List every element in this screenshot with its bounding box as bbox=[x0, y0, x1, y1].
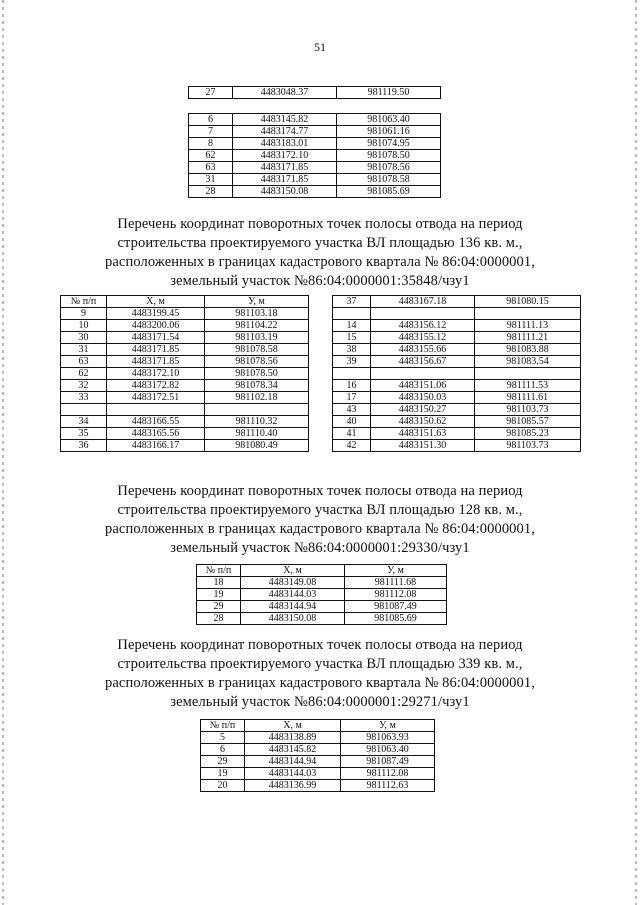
y-coordinate-cell: 981078.58 bbox=[337, 174, 441, 186]
y-coordinate-cell: 981080.15 bbox=[475, 296, 581, 308]
point-number-cell: 29 bbox=[197, 601, 241, 613]
column-header: У, м bbox=[345, 565, 447, 577]
column-header: X, м bbox=[107, 296, 205, 308]
coordinates-table-128 bbox=[196, 564, 447, 625]
x-coordinate-cell bbox=[107, 404, 205, 416]
x-coordinate-cell: 4483171.54 bbox=[107, 332, 205, 344]
y-coordinate-cell: 981112.08 bbox=[345, 589, 447, 601]
point-number-cell: 37 bbox=[333, 296, 371, 308]
y-coordinate-cell: 981103.73 bbox=[475, 440, 581, 452]
x-coordinate-cell: 4483151.06 bbox=[371, 380, 475, 392]
x-coordinate-cell: 4483155.66 bbox=[371, 344, 475, 356]
y-coordinate-cell: 981085.69 bbox=[345, 613, 447, 625]
point-number-cell: 19 bbox=[197, 589, 241, 601]
y-coordinate-cell: 981112.63 bbox=[341, 780, 435, 792]
x-coordinate-cell: 4483145.82 bbox=[233, 114, 337, 126]
y-coordinate-cell: 981083.54 bbox=[475, 356, 581, 368]
table-row bbox=[333, 344, 581, 356]
point-number-cell: 17 bbox=[333, 392, 371, 404]
table-row bbox=[333, 368, 581, 380]
table-row bbox=[189, 114, 441, 126]
x-coordinate-cell: 4483172.82 bbox=[107, 380, 205, 392]
y-coordinate-cell: 981078.50 bbox=[205, 368, 309, 380]
table-row bbox=[197, 577, 447, 589]
point-number-cell: 27 bbox=[189, 87, 233, 99]
heading-line: строительства проектируемого участка ВЛ площадью 128 кв. м., bbox=[117, 502, 523, 518]
point-number-cell: 18 bbox=[197, 577, 241, 589]
point-number-cell: 63 bbox=[61, 356, 107, 368]
table-row bbox=[333, 320, 581, 332]
y-coordinate-cell: 981078.34 bbox=[205, 380, 309, 392]
table-row bbox=[201, 744, 435, 756]
y-coordinate-cell: 981085.69 bbox=[337, 186, 441, 198]
table-row bbox=[197, 613, 447, 625]
column-header: № п/п bbox=[201, 720, 245, 732]
x-coordinate-cell: 4483199.45 bbox=[107, 308, 205, 320]
y-coordinate-cell: 981104.22 bbox=[205, 320, 309, 332]
y-coordinate-cell: 981078.58 bbox=[205, 344, 309, 356]
table-row bbox=[61, 332, 309, 344]
point-number-cell: 9 bbox=[61, 308, 107, 320]
table-row bbox=[201, 780, 435, 792]
table-row bbox=[333, 428, 581, 440]
point-number-cell: 40 bbox=[333, 416, 371, 428]
point-number-cell: 6 bbox=[189, 114, 233, 126]
point-number-cell: 31 bbox=[189, 174, 233, 186]
column-header: № п/п bbox=[61, 296, 107, 308]
point-number-cell: 33 bbox=[61, 392, 107, 404]
table-row bbox=[61, 356, 309, 368]
heading-line: расположенных в границах кадастрового квартала № 86:04:0000001, bbox=[105, 254, 535, 270]
table-row bbox=[201, 768, 435, 780]
y-coordinate-cell: 981112.08 bbox=[341, 768, 435, 780]
x-coordinate-cell: 4483171.85 bbox=[233, 174, 337, 186]
table-header-row bbox=[197, 565, 447, 577]
table-row bbox=[61, 308, 309, 320]
table-body bbox=[201, 732, 435, 792]
column-header: У, м bbox=[205, 296, 309, 308]
heading-line: строительства проектируемого участка ВЛ площадью 339 кв. м., bbox=[117, 656, 523, 672]
x-coordinate-cell: 4483150.08 bbox=[233, 186, 337, 198]
x-coordinate-cell bbox=[371, 308, 475, 320]
heading-line: Перечень координат поворотных точек полосы отвода на период bbox=[117, 637, 523, 653]
x-coordinate-cell: 4483171.85 bbox=[107, 356, 205, 368]
x-coordinate-cell: 4483144.03 bbox=[241, 589, 345, 601]
table-row bbox=[333, 440, 581, 452]
point-number-cell: 10 bbox=[61, 320, 107, 332]
heading-line: расположенных в границах кадастрового квартала № 86:04:0000001, bbox=[105, 675, 535, 691]
y-coordinate-cell: 981103.18 bbox=[205, 308, 309, 320]
coordinates-table-339 bbox=[200, 719, 435, 792]
table-row bbox=[189, 162, 441, 174]
point-number-cell: 5 bbox=[201, 732, 245, 744]
x-coordinate-cell: 4483151.63 bbox=[371, 428, 475, 440]
x-coordinate-cell: 4483183.01 bbox=[233, 138, 337, 150]
x-coordinate-cell: 4483150.62 bbox=[371, 416, 475, 428]
y-coordinate-cell: 981063.40 bbox=[337, 114, 441, 126]
table-row bbox=[61, 344, 309, 356]
x-coordinate-cell: 4483167.18 bbox=[371, 296, 475, 308]
y-coordinate-cell bbox=[475, 308, 581, 320]
table-row bbox=[189, 186, 441, 198]
x-coordinate-cell: 4483149.08 bbox=[241, 577, 345, 589]
table-row bbox=[189, 138, 441, 150]
table-row bbox=[333, 416, 581, 428]
table-row bbox=[189, 174, 441, 186]
x-coordinate-cell: 4483172.10 bbox=[107, 368, 205, 380]
y-coordinate-cell: 981063.93 bbox=[341, 732, 435, 744]
x-coordinate-cell: 4483138.89 bbox=[245, 732, 341, 744]
column-header: X, м bbox=[245, 720, 341, 732]
table-row bbox=[61, 392, 309, 404]
point-number-cell: 43 bbox=[333, 404, 371, 416]
coordinates-table-top-a bbox=[188, 86, 441, 99]
table-row bbox=[201, 732, 435, 744]
x-coordinate-cell: 4483155.12 bbox=[371, 332, 475, 344]
point-number-cell: 28 bbox=[189, 186, 233, 198]
point-number-cell: 62 bbox=[189, 150, 233, 162]
point-number-cell: 6 bbox=[201, 744, 245, 756]
coordinates-table-top-b bbox=[188, 113, 441, 198]
heading-line: строительства проектируемого участка ВЛ площадью 136 кв. м., bbox=[117, 235, 523, 251]
point-number-cell bbox=[333, 308, 371, 320]
point-number-cell: 31 bbox=[61, 344, 107, 356]
table-body bbox=[189, 114, 441, 198]
y-coordinate-cell: 981087.49 bbox=[345, 601, 447, 613]
table-row bbox=[333, 380, 581, 392]
point-number-cell bbox=[333, 368, 371, 380]
table-row bbox=[189, 126, 441, 138]
x-coordinate-cell: 4483144.03 bbox=[245, 768, 341, 780]
heading-line: Перечень координат поворотных точек полосы отвода на период bbox=[117, 216, 523, 232]
table-row bbox=[333, 296, 581, 308]
x-coordinate-cell: 4483150.03 bbox=[371, 392, 475, 404]
point-number-cell: 38 bbox=[333, 344, 371, 356]
table-row bbox=[333, 332, 581, 344]
x-coordinate-cell: 4483145.82 bbox=[245, 744, 341, 756]
table-row bbox=[61, 428, 309, 440]
scan-edge-right bbox=[635, 0, 637, 905]
heading-line: земельный участок №86:04:0000001:29330/чзу1 bbox=[170, 540, 470, 556]
point-number-cell: 14 bbox=[333, 320, 371, 332]
column-header: X, м bbox=[241, 565, 345, 577]
y-coordinate-cell: 981103.73 bbox=[475, 404, 581, 416]
y-coordinate-cell: 981111.53 bbox=[475, 380, 581, 392]
x-coordinate-cell: 4483144.94 bbox=[241, 601, 345, 613]
table-row bbox=[197, 601, 447, 613]
point-number-cell: 8 bbox=[189, 138, 233, 150]
y-coordinate-cell: 981085.57 bbox=[475, 416, 581, 428]
point-number-cell: 32 bbox=[61, 380, 107, 392]
x-coordinate-cell: 4483172.51 bbox=[107, 392, 205, 404]
point-number-cell bbox=[61, 404, 107, 416]
point-number-cell: 7 bbox=[189, 126, 233, 138]
y-coordinate-cell: 981080.49 bbox=[205, 440, 309, 452]
point-number-cell: 36 bbox=[61, 440, 107, 452]
x-coordinate-cell: 4483144.94 bbox=[245, 756, 341, 768]
point-number-cell: 35 bbox=[61, 428, 107, 440]
table-header-row bbox=[201, 720, 435, 732]
y-coordinate-cell: 981063.40 bbox=[341, 744, 435, 756]
y-coordinate-cell: 981078.56 bbox=[337, 162, 441, 174]
y-coordinate-cell: 981087.49 bbox=[341, 756, 435, 768]
point-number-cell: 42 bbox=[333, 440, 371, 452]
table-row bbox=[197, 589, 447, 601]
x-coordinate-cell: 4483150.27 bbox=[371, 404, 475, 416]
point-number-cell: 41 bbox=[333, 428, 371, 440]
table-body bbox=[333, 296, 581, 452]
section-heading-339 bbox=[60, 636, 580, 712]
point-number-cell: 16 bbox=[333, 380, 371, 392]
point-number-cell: 28 bbox=[197, 613, 241, 625]
y-coordinate-cell: 981119.50 bbox=[337, 87, 441, 99]
x-coordinate-cell: 4483166.17 bbox=[107, 440, 205, 452]
x-coordinate-cell: 4483048.37 bbox=[233, 87, 337, 99]
y-coordinate-cell: 981103.19 bbox=[205, 332, 309, 344]
heading-line: земельный участок №86:04:0000001:29271/чзу1 bbox=[170, 694, 470, 710]
table-row bbox=[61, 368, 309, 380]
x-coordinate-cell bbox=[371, 368, 475, 380]
x-coordinate-cell: 4483171.85 bbox=[233, 162, 337, 174]
y-coordinate-cell bbox=[475, 368, 581, 380]
table-row bbox=[189, 150, 441, 162]
y-coordinate-cell: 981078.50 bbox=[337, 150, 441, 162]
y-coordinate-cell: 981083.88 bbox=[475, 344, 581, 356]
table-row bbox=[333, 356, 581, 368]
point-number-cell: 30 bbox=[61, 332, 107, 344]
table-row bbox=[201, 756, 435, 768]
page-number: 51 bbox=[314, 40, 326, 54]
x-coordinate-cell: 4483165.56 bbox=[107, 428, 205, 440]
y-coordinate-cell: 981110.32 bbox=[205, 416, 309, 428]
point-number-cell: 39 bbox=[333, 356, 371, 368]
point-number-cell: 34 bbox=[61, 416, 107, 428]
x-coordinate-cell: 4483174.77 bbox=[233, 126, 337, 138]
table-row bbox=[333, 308, 581, 320]
y-coordinate-cell: 981074.95 bbox=[337, 138, 441, 150]
point-number-cell: 62 bbox=[61, 368, 107, 380]
y-coordinate-cell: 981102.18 bbox=[205, 392, 309, 404]
x-coordinate-cell: 4483200.06 bbox=[107, 320, 205, 332]
y-coordinate-cell: 981111.21 bbox=[475, 332, 581, 344]
y-coordinate-cell: 981111.13 bbox=[475, 320, 581, 332]
x-coordinate-cell: 4483166.55 bbox=[107, 416, 205, 428]
x-coordinate-cell: 4483172.10 bbox=[233, 150, 337, 162]
table-row bbox=[61, 440, 309, 452]
y-coordinate-cell: 981061.16 bbox=[337, 126, 441, 138]
table-row bbox=[189, 87, 441, 99]
section-heading-128 bbox=[60, 482, 580, 558]
table-body bbox=[189, 87, 441, 99]
point-number-cell: 20 bbox=[201, 780, 245, 792]
table-row bbox=[333, 392, 581, 404]
x-coordinate-cell: 4483151.30 bbox=[371, 440, 475, 452]
section-heading-136 bbox=[60, 215, 580, 291]
point-number-cell: 15 bbox=[333, 332, 371, 344]
x-coordinate-cell: 4483171.85 bbox=[107, 344, 205, 356]
coordinates-table-136-left bbox=[60, 295, 309, 452]
table-header bbox=[201, 720, 435, 732]
table-header-row bbox=[61, 296, 309, 308]
table-header bbox=[197, 565, 447, 577]
point-number-cell: 19 bbox=[201, 768, 245, 780]
heading-line: расположенных в границах кадастрового квартала № 86:04:0000001, bbox=[105, 521, 535, 537]
y-coordinate-cell: 981111.68 bbox=[345, 577, 447, 589]
column-header: № п/п bbox=[197, 565, 241, 577]
y-coordinate-cell: 981085.23 bbox=[475, 428, 581, 440]
x-coordinate-cell: 4483156.12 bbox=[371, 320, 475, 332]
table-body bbox=[61, 308, 309, 452]
table-row bbox=[61, 404, 309, 416]
table-header bbox=[61, 296, 309, 308]
table-row bbox=[61, 320, 309, 332]
point-number-cell: 29 bbox=[201, 756, 245, 768]
coordinates-table-136-right bbox=[332, 295, 581, 452]
table-row bbox=[61, 416, 309, 428]
column-header: У, м bbox=[341, 720, 435, 732]
table-row bbox=[333, 404, 581, 416]
x-coordinate-cell: 4483150.08 bbox=[241, 613, 345, 625]
x-coordinate-cell: 4483156.67 bbox=[371, 356, 475, 368]
y-coordinate-cell: 981110.40 bbox=[205, 428, 309, 440]
scan-edge-left bbox=[2, 0, 4, 905]
table-body bbox=[197, 577, 447, 625]
y-coordinate-cell bbox=[205, 404, 309, 416]
table-row bbox=[61, 380, 309, 392]
heading-line: Перечень координат поворотных точек полосы отвода на период bbox=[117, 483, 523, 499]
heading-line: земельный участок №86:04:0000001:35848/чзу1 bbox=[170, 273, 470, 289]
point-number-cell: 63 bbox=[189, 162, 233, 174]
x-coordinate-cell: 4483136.99 bbox=[245, 780, 341, 792]
y-coordinate-cell: 981078.56 bbox=[205, 356, 309, 368]
y-coordinate-cell: 981111.61 bbox=[475, 392, 581, 404]
